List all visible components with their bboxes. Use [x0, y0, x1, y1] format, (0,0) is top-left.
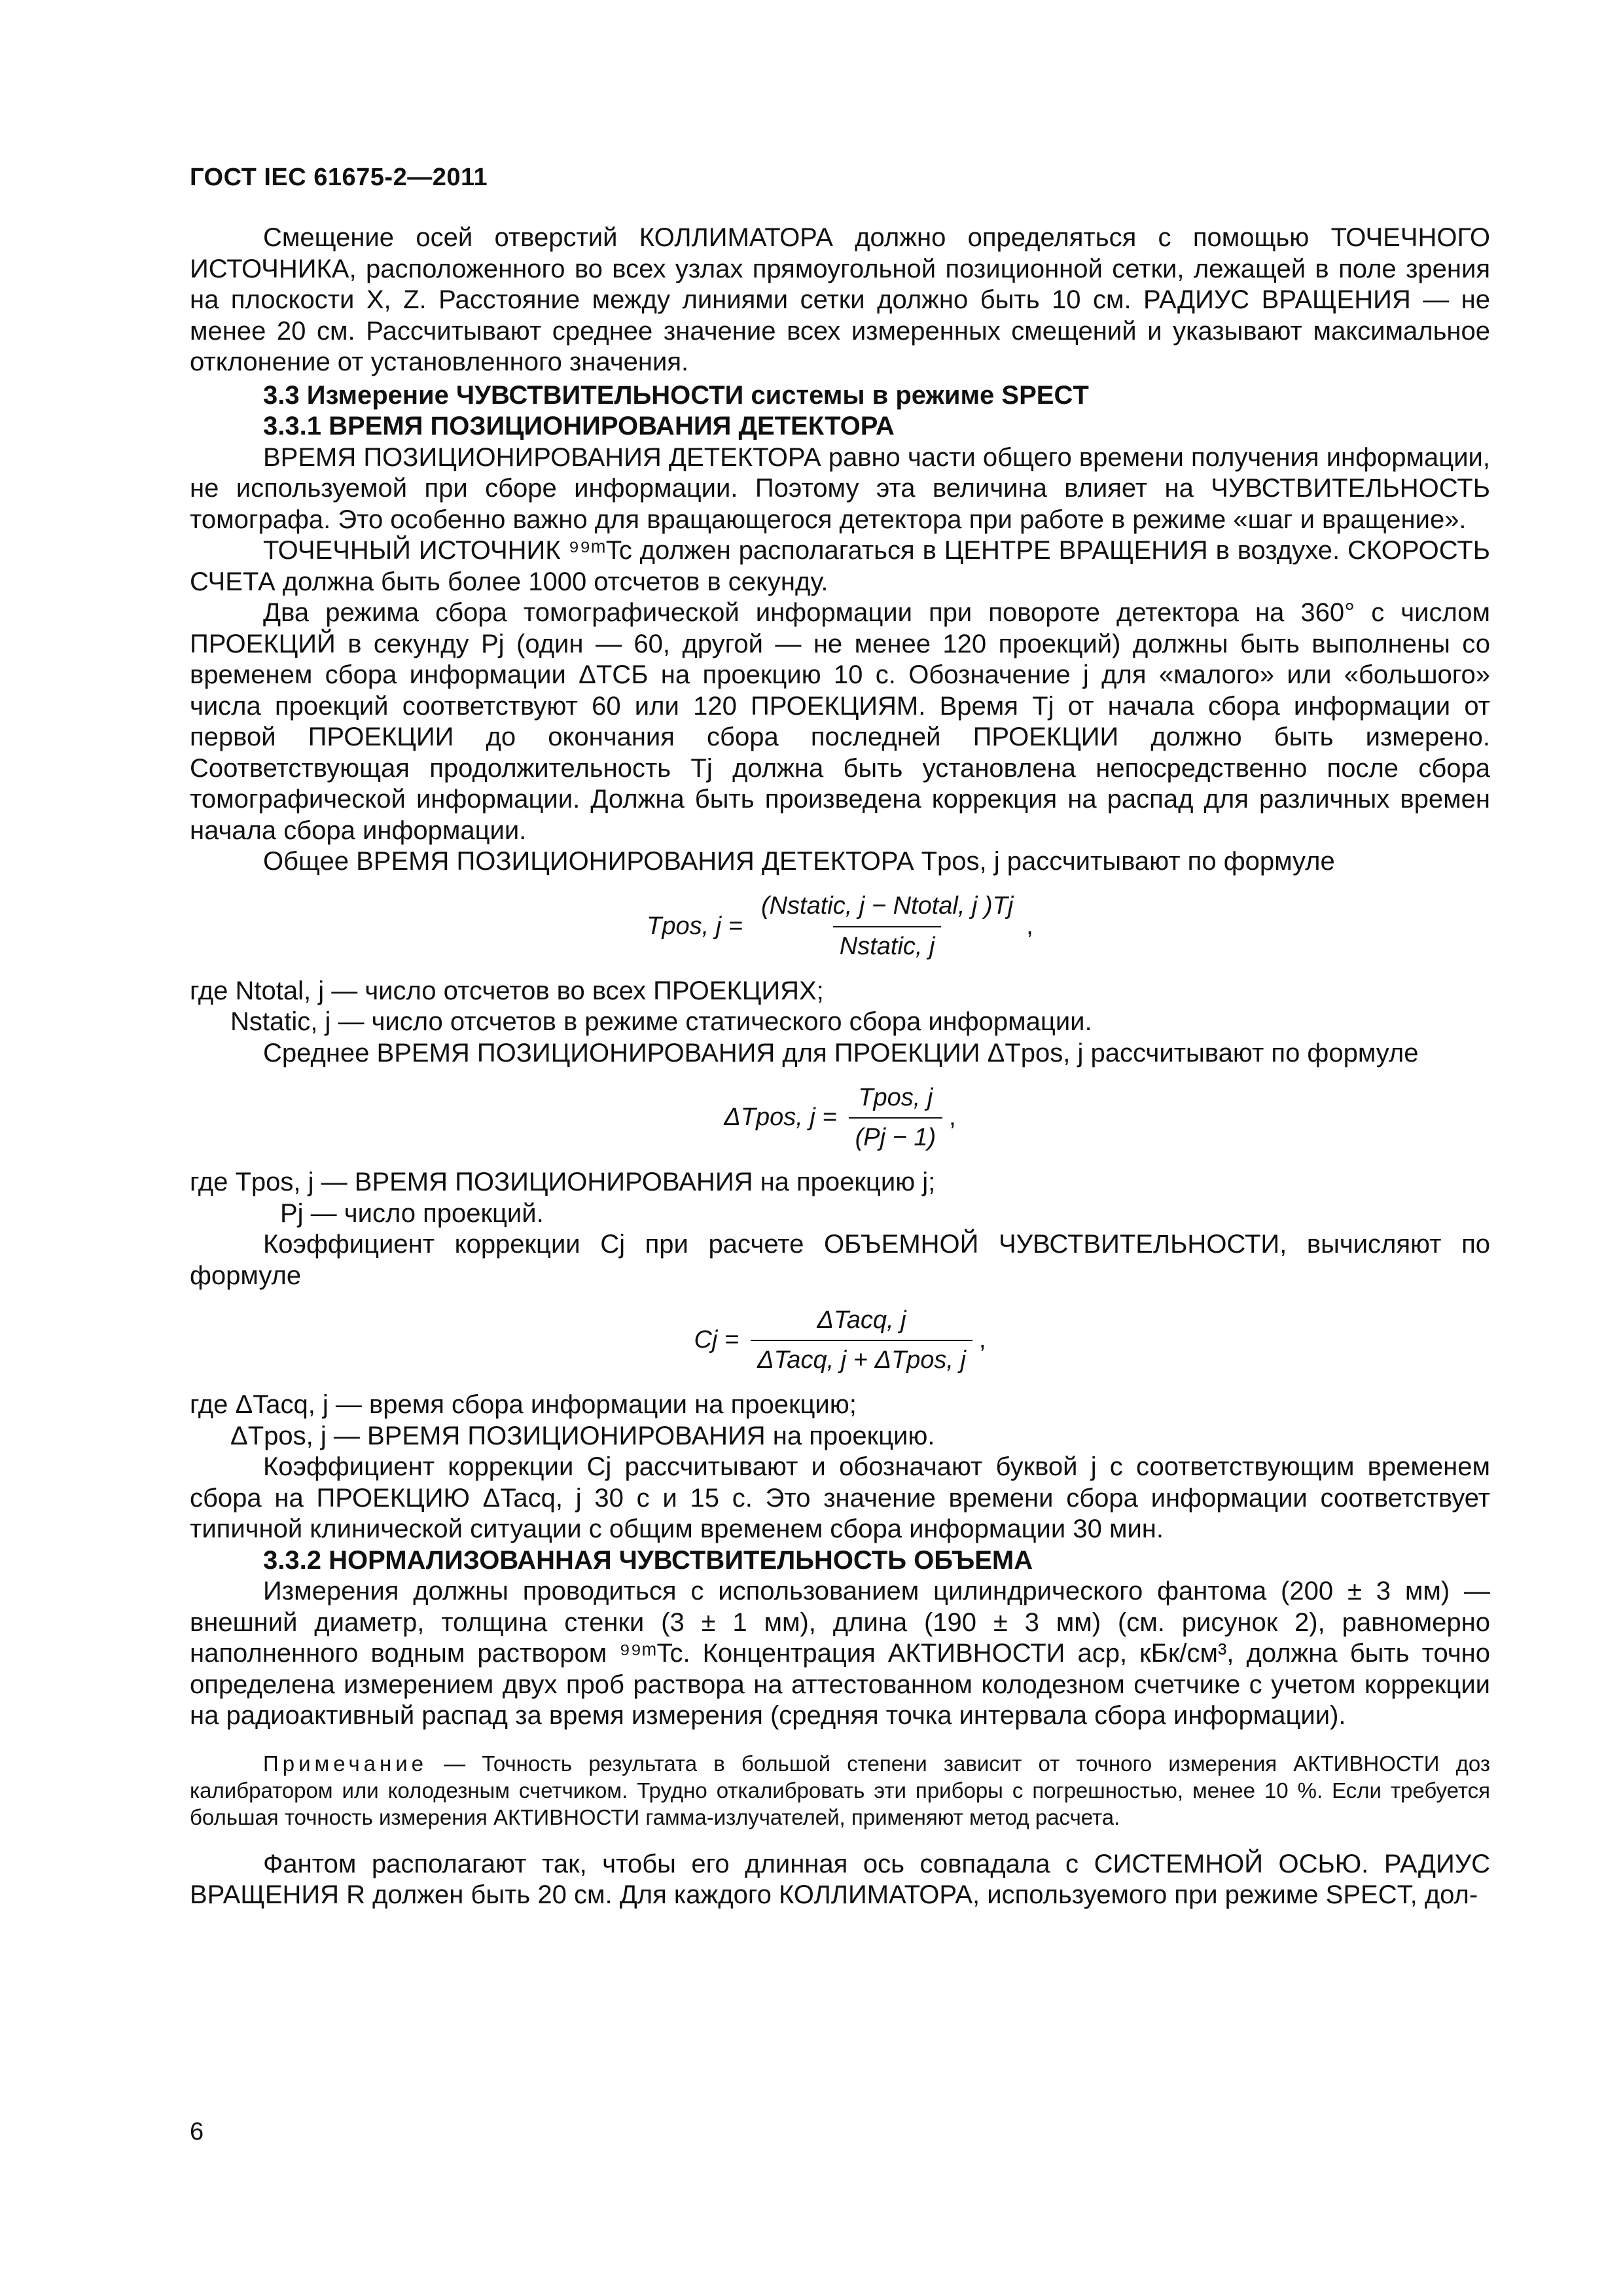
- note-text: — Точность результата в большой степени зависит от точного измерения АКТИВНОСТИ доз калибратором или колодезным счетчиком. Трудно откалибровать эти приборы с погрешностью, менее 10 %. Если требуется большая точность измерения АКТИВНОСТИ гамма-излучателей, применяют метод расчета.: [190, 1751, 1490, 1829]
- formula-total-positioning-time: [190, 878, 1490, 976]
- formula-numerator: (Nstatic, j − Ntotal, j )Tj: [760, 892, 1014, 920]
- definition-line: где ΔTacq, j — время сбора информации на проекцию;: [190, 1390, 857, 1419]
- formula-comma: ,: [978, 1326, 986, 1354]
- formula-fraction: [849, 1083, 943, 1154]
- paragraph: Измерения должны проводиться с использованием цилиндрического фантома (200 ± 3 мм) — внешний диаметр, толщина стенки (3 ± 1 мм), длина (190 ± 3 мм) (см. рисунок 2), равномерно наполненного водным раствором ⁹⁹ᵐTc. Концентрация АКТИВНОСТИ acp, кБк/см³, должна быть точно определена измерением двух проб раствора на аттестованном колодезном счетчике с учетом коррекции на радиоактивный распад за время измерения (средняя точка интервала сбора информации).: [190, 1577, 1490, 1730]
- paragraph: ТОЧЕЧНЫЙ ИСТОЧНИК ⁹⁹ᵐTc должен располагаться в ЦЕНТРЕ ВРАЩЕНИЯ в воздухе. СКОРОСТЬ СЧЕТА должна быть более 1000 отсчетов в секунду.: [190, 536, 1490, 596]
- formula-denominator: ΔTacq, j + ΔTpos, j: [751, 1340, 972, 1376]
- intro-paragraph: Смещение осей отверстий КОЛЛИМАТОРА должно определяться с помощью ТОЧЕЧНОГО ИСТОЧНИКА, расположенного во всех узлах прямоугольной позиционной сетки, лежащей в поле зрения на плоскости X, Z. Расстояние между линиями сетки должно быть 10 см. РАДИУС ВРАЩЕНИЯ — не менее 20 см. Рассчитывают среднее значение всех измеренных смещений и указывают максимальное отклонение от установленного значения.: [190, 223, 1490, 376]
- formula-fraction: [755, 891, 1020, 962]
- definition-line: ΔTpos, j — ВРЕМЯ ПОЗИЦИОНИРОВАНИЯ на проекцию.: [230, 1421, 935, 1450]
- section-heading-3-3-2: 3.3.2 НОРМАЛИЗОВАННАЯ ЧУВСТВИТЕЛЬНОСТЬ ОБЪЕМА: [263, 1545, 1033, 1575]
- section-heading-3-3: 3.3 Измерение ЧУВСТВИТЕЛЬНОСТИ системы в режиме SPECT: [263, 380, 1089, 410]
- paragraph: Общее ВРЕМЯ ПОЗИЦИОНИРОВАНИЯ ДЕТЕКТОРА Tpos, j рассчитывают по формуле: [263, 847, 1335, 876]
- formula-lhs: Cj =: [694, 1326, 740, 1354]
- paragraph: Фантом располагают так, чтобы его длинная ось совпадала с СИСТЕМНОЙ ОСЬЮ. РАДИУС ВРАЩЕНИЯ R должен быть 20 см. Для каждого КОЛЛИМАТОРА, используемого при режиме SPECT, дол-: [190, 1849, 1490, 1909]
- paragraph: ВРЕМЯ ПОЗИЦИОНИРОВАНИЯ ДЕТЕКТОРА равно части общего времени получения информации, не используемой при сборе информации. Поэтому эта величина влияет на ЧУВСТВИТЕЛЬНОСТЬ томографа. Это особенно важно для вращающегося детектора при работе в режиме «шаг и вращение».: [190, 442, 1490, 534]
- formula-lhs: Tpos, j =: [647, 912, 743, 940]
- document-header: ГОСТ IEC 61675-2—2011: [190, 164, 488, 191]
- formula-numerator: Tpos, j: [858, 1083, 933, 1111]
- formula-correction-coefficient: [190, 1291, 1490, 1390]
- paragraph: Коэффициент коррекции Cj рассчитывают и обозначают буквой j с соответствующим временем сбора на ПРОЕКЦИЮ ΔTacq, j 30 с и 15 с. Это значение времени сбора информации соответствует типичной клинической ситуации с общим временем сбора информации 30 мин.: [190, 1452, 1490, 1543]
- note-label: Примечание: [263, 1751, 428, 1776]
- definition-line: где Tpos, j — ВРЕМЯ ПОЗИЦИОНИРОВАНИЯ на проекцию j;: [190, 1168, 936, 1196]
- formula-denominator: Nstatic, j: [833, 926, 942, 963]
- document-body: [190, 223, 1490, 1911]
- formula-mean-positioning-time: [190, 1069, 1490, 1167]
- formula-denominator: (Pj − 1): [849, 1117, 943, 1154]
- formula-comma: ,: [949, 1103, 956, 1132]
- definition-line: Nstatic, j — число отсчетов в режиме статического сбора информации.: [230, 1007, 1092, 1036]
- formula-comma: ,: [1026, 912, 1033, 940]
- paragraph: Коэффициент коррекции Cj при расчете ОБЪЕМНОЙ ЧУВСТВИТЕЛЬНОСТИ, вычисляют по формуле: [190, 1230, 1490, 1290]
- definition-line: Pj — число проекций.: [280, 1198, 544, 1228]
- formula-lhs: ΔTpos, j =: [724, 1103, 837, 1132]
- definition-line: где Ntotal, j — число отсчетов во всех ПРОЕКЦИЯХ;: [190, 976, 824, 1005]
- section-heading-3-3-1: 3.3.1 ВРЕМЯ ПОЗИЦИОНИРОВАНИЯ ДЕТЕКТОРА: [263, 412, 895, 440]
- page-number: 6: [190, 2118, 204, 2145]
- note-paragraph: [190, 1750, 1490, 1831]
- formula-fraction: [751, 1305, 972, 1376]
- paragraph: Среднее ВРЕМЯ ПОЗИЦИОНИРОВАНИЯ для ПРОЕКЦИИ ΔTpos, j рассчитывают по формуле: [263, 1038, 1419, 1067]
- formula-numerator: ΔTacq, j: [817, 1306, 906, 1334]
- paragraph: Два режима сбора томографической информации при повороте детектора на 360° с числом ПРОЕКЦИЙ в секунду Pj (один — 60, другой — не менее 120 проекций) должны быть выполнены со временем сбора информации ΔTСБ на проекцию 10 с. Обозначение j для «малого» или «большого» числа проекций соответствуют 60 или 120 ПРОЕКЦИЯМ. Время Tj от начала сбора информации от первой ПРОЕКЦИИ до окончания сбора последней ПРОЕКЦИИ должно быть измерено. Соответствующая продолжительность Tj должна быть установлена непосредственно после сбора томографической информации. Должна быть произведена коррекция на распад для различных времен начала сбора информации.: [190, 598, 1490, 845]
